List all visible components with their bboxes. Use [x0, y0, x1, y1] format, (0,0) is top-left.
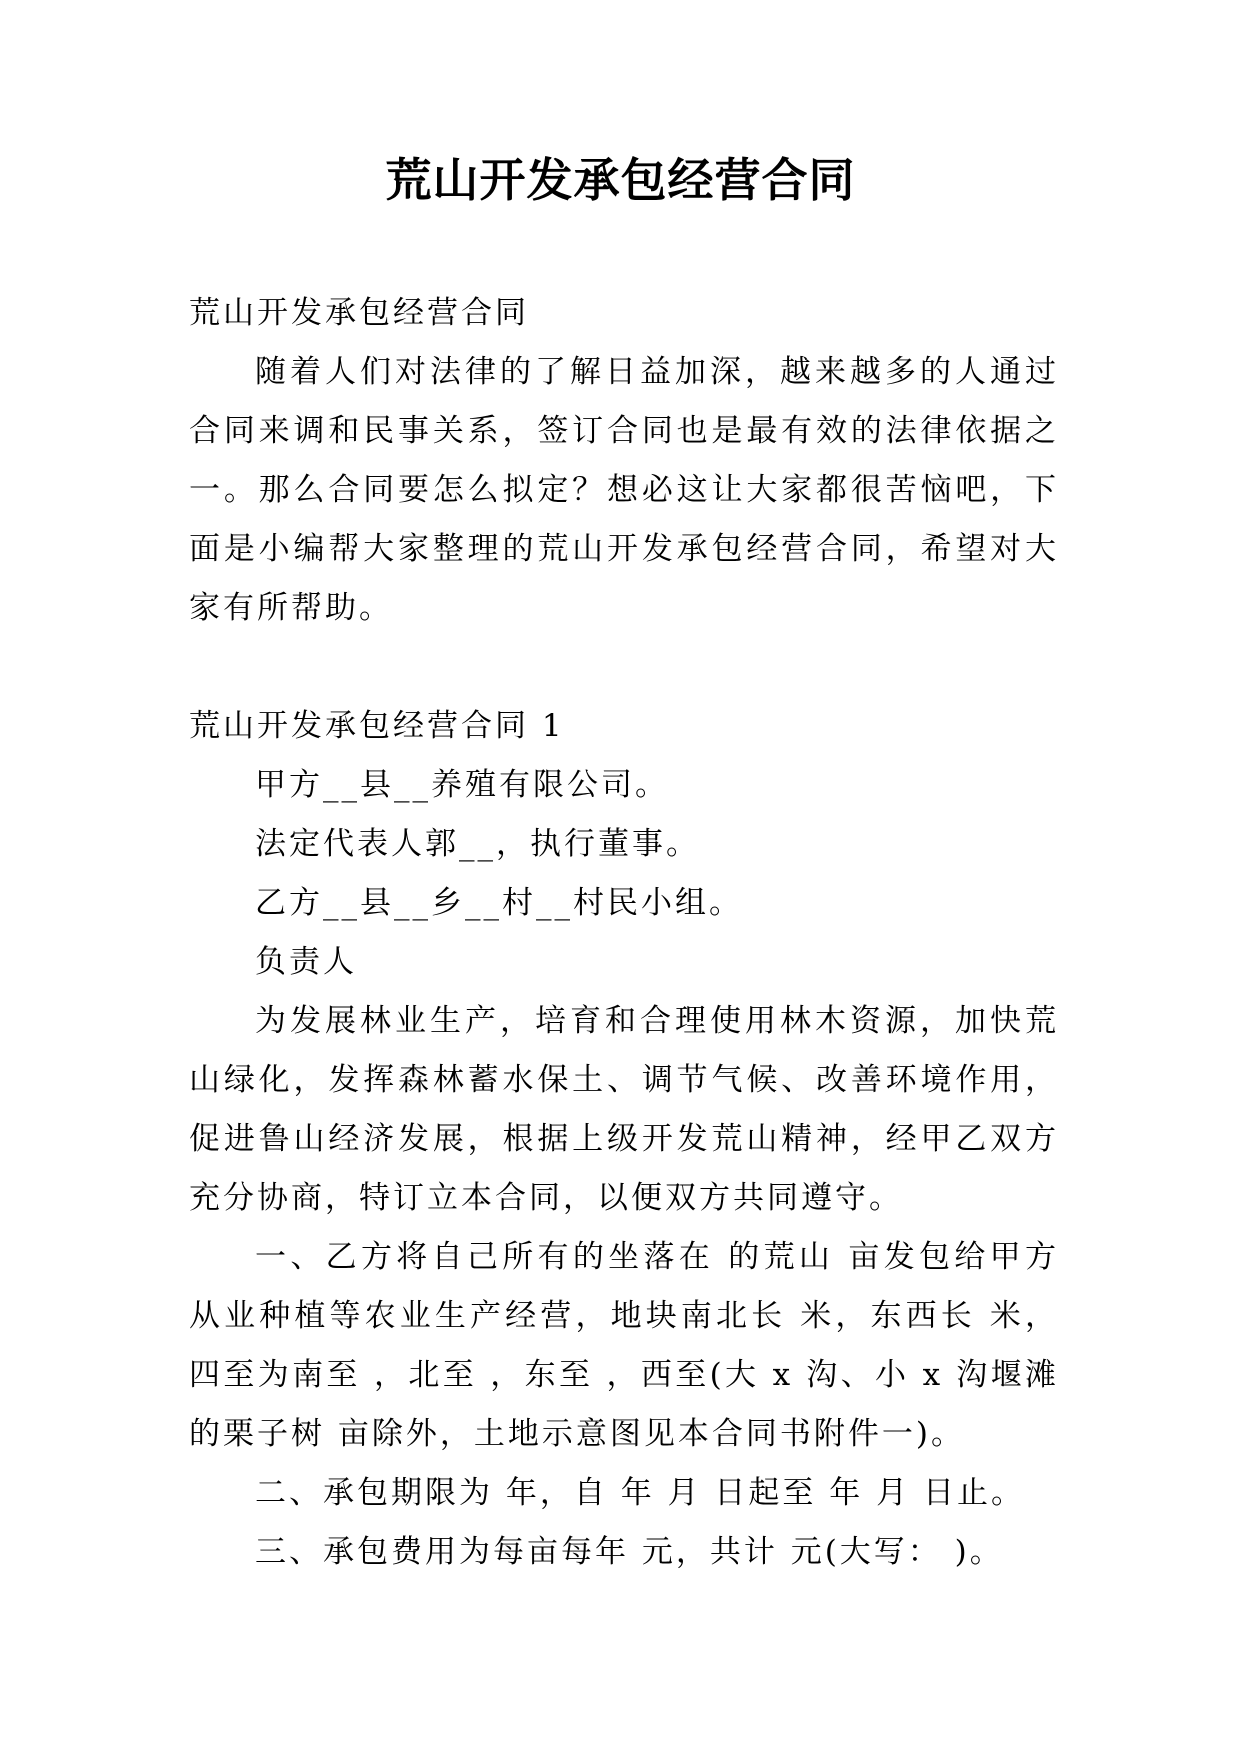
legal-representative-line: 法定代表人郭__，执行董事。: [255, 826, 700, 862]
paragraph-spacer: [189, 638, 1059, 697]
intro-paragraph: 随着人们对法律的了解日益加深，越来越多的人通过合同来调和民事关系，签订合同也是最有效的法律依据之一。那么合同要怎么拟定？想必这让大家都很苦恼吧，下面是小编帮大家整理的荒山开发承包经营合同，希望对大家有所帮助。: [189, 354, 1059, 626]
party-a-line: 甲方__县__养殖有限公司。: [255, 767, 669, 803]
document-subtitle: 荒山开发承包经营合同: [189, 295, 529, 331]
clause-3-paragraph: 三、承包费用为每亩每年 元，共计 元(大写： )。: [255, 1534, 1004, 1570]
party-b-line: 乙方__县__乡__村__村民小组。: [255, 885, 743, 921]
purpose-paragraph: 为发展林业生产，培育和合理使用林木资源，加快荒山绿化，发挥森林蓄水保土、调节气候、改善环境作用，促进鲁山经济发展，根据上级开发荒山精神，经甲乙双方充分协商，特订立本合同，以便双方共同遵守。: [189, 1003, 1059, 1216]
section-heading: 荒山开发承包经营合同 1: [189, 708, 565, 744]
clause-2-paragraph: 二、承包期限为 年，自 年 月 日起至 年 月 日止。: [255, 1475, 1025, 1511]
document-body: [189, 284, 1059, 1582]
clause-1-paragraph: 一、乙方将自己所有的坐落在 的荒山 亩发包给甲方从业种植等农业生产经营，地块南北长 米，东西长 米，四至为南至 ，北至 ，东至 ，西至(大 x 沟、小 x 沟堰滩的栗子树 亩除外，土地示意图见本合同书附件一)。: [189, 1239, 1059, 1452]
document-title: 荒山开发承包经营合同: [385, 153, 856, 207]
person-in-charge-line: 负责人: [255, 944, 357, 980]
